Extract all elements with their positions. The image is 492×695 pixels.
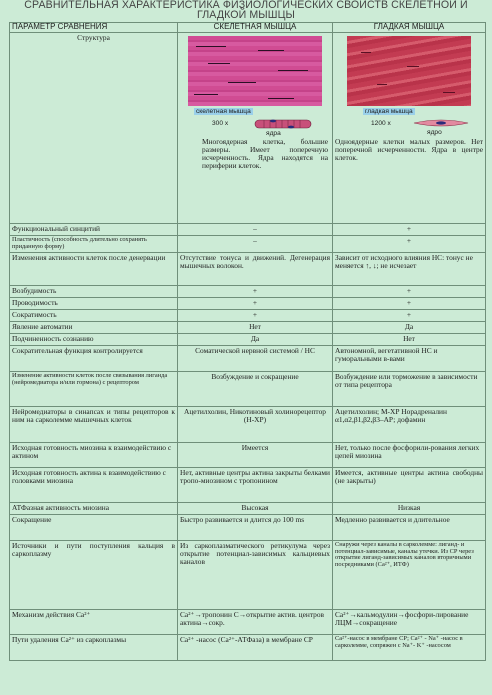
page-title xyxy=(0,0,492,20)
table-row xyxy=(10,514,486,540)
smooth-nucleus-label: ядро xyxy=(427,128,442,136)
smooth-cell: + xyxy=(333,309,486,321)
table-row xyxy=(10,252,486,285)
skeletal-cell: Ca²⁺→тропонин С→открытие актив. центров актина→сокр. xyxy=(178,609,333,634)
skeletal-cell: Возбуждение и сокращение xyxy=(178,371,333,406)
smooth-fiber-diagram xyxy=(413,118,469,128)
param-cell: Проводимость xyxy=(10,297,178,309)
param-cell: Сокращение xyxy=(10,514,178,540)
param-cell: Функциональный синцитий xyxy=(10,223,178,235)
smooth-cell: Медленно развивается и длительное xyxy=(333,514,486,540)
skeletal-cell: Ca²⁺ -насос (Ca²⁺-АТФаза) в мембране СР xyxy=(178,634,333,660)
skeletal-structure-cell xyxy=(178,32,333,223)
table-row xyxy=(10,442,486,467)
smooth-cell: Нет xyxy=(333,333,486,345)
table-row xyxy=(10,297,486,309)
smooth-cell: Автономной, вегетативной НС и гуморальными в-вами xyxy=(333,345,486,371)
skeletal-cell: Высокая xyxy=(178,502,333,514)
table-row xyxy=(10,345,486,371)
table-row xyxy=(10,371,486,406)
smooth-cell: Ca²⁺-насос в мембране СР; Ca²⁺ - Na⁺ -насос в сарколемме, сопряжен с Na⁺- K⁺ -насосом xyxy=(333,634,486,660)
param-cell: Пути удаления Ca²⁺ из саркоплазмы xyxy=(10,634,178,660)
table-row xyxy=(10,333,486,345)
smooth-caption: гладкая мышца xyxy=(365,107,413,115)
skeletal-cell: Быстро развивается и длится до 100 ms xyxy=(178,514,333,540)
smooth-cell: Снаружи через каналы в сарколемме: лиганд- и потенциал-зависимые, каналы утечки. Из СР через открытие лиганд-зависимых каналов вторичными посредниками (Ca²⁺, ИТФ) xyxy=(333,540,486,609)
smooth-cell: Зависит от исходного влияния НС: тонус не меняется ↑, ↓; не исчезает xyxy=(333,252,486,285)
param-cell: Источники и пути поступления кальция в саркоплазму xyxy=(10,540,178,609)
skeletal-cell: Из саркоплазматического ретикулума через открытие потенциал-зависимых кальциевых каналов xyxy=(178,540,333,609)
skeletal-cell: + xyxy=(178,285,333,297)
header-smooth: ГЛАДКАЯ МЫШЦА xyxy=(333,23,486,33)
param-cell: Изменения активности клеток после денервации xyxy=(10,252,178,285)
skeletal-cell: Имеется xyxy=(178,442,333,467)
table-row xyxy=(10,502,486,514)
smooth-cell: + xyxy=(333,223,486,235)
smooth-muscle-micrograph xyxy=(347,36,471,106)
header-row xyxy=(10,23,486,33)
table-body xyxy=(10,223,486,660)
param-cell: Сократимость xyxy=(10,309,178,321)
table-row xyxy=(10,634,486,660)
table-row xyxy=(10,321,486,333)
skeletal-caption: скелетная мышца xyxy=(196,107,251,115)
skeletal-caption-area xyxy=(180,106,330,138)
smooth-cell: Низкая xyxy=(333,502,486,514)
smooth-caption-area xyxy=(335,106,483,138)
smooth-cell: + xyxy=(333,297,486,309)
param-cell: Исходная готовность актина к взаимодействию с головками миозина xyxy=(10,467,178,502)
table-row xyxy=(10,540,486,609)
structure-row xyxy=(10,32,486,223)
skeletal-cell: Нет, активные центры актина закрыты белками тропо-миозином с тропонином xyxy=(178,467,333,502)
table-row xyxy=(10,235,486,252)
skeletal-structure-text: Многоядерная клетка, большие размеры. Имеет поперечную исчерченность. Ядра находятся на периферии клеток. xyxy=(202,136,328,170)
skeletal-cell: Соматической нервной системой / НС xyxy=(178,345,333,371)
smooth-cell: + xyxy=(333,235,486,252)
param-cell: Нейромедиаторы в синапсах и типы рецепторов к ним на сарколемме мышечных клеток xyxy=(10,406,178,442)
param-cell: Изменение активности клеток после связывания лиганда (нейромедиатора и/или гормона) с рецептором xyxy=(10,371,178,406)
skeletal-cell: Нет xyxy=(178,321,333,333)
skeletal-cell: + xyxy=(178,297,333,309)
smooth-cell: Нет, только после фосфорили-рования легких цепей миозина xyxy=(333,442,486,467)
skeletal-zoom: 300 х xyxy=(212,119,229,127)
skeletal-cell: + xyxy=(178,309,333,321)
title-line-1: СРАВНИТЕЛЬНАЯ ХАРАКТЕРИСТИКА ФИЗИОЛОГИЧЕСКИХ СВОЙСТВ СКЕЛЕТНОЙ И xyxy=(24,0,468,11)
param-cell: Подчиненность сознанию xyxy=(10,333,178,345)
skeletal-cell: Отсутствие тонуса и движений. Дегенерация мышечных волокон. xyxy=(178,252,333,285)
param-cell: Исходная готовность миозина к взаимодействию с актином xyxy=(10,442,178,467)
param-cell: Сократительная функция контролируется xyxy=(10,345,178,371)
table-row xyxy=(10,609,486,634)
smooth-structure-cell xyxy=(333,32,486,223)
smooth-structure-text: Одноядерные клетки малых размеров. Нет поперечной исчерченности. Ядра в центре клеток. xyxy=(335,136,483,162)
param-cell: АТФазная активность миозина xyxy=(10,502,178,514)
smooth-cell: Ацетилхолин; М-ХР Норадреналин α1,α2,β1,β2,β3–АР; дофамин xyxy=(333,406,486,442)
table-row xyxy=(10,285,486,297)
skeletal-cell: Да xyxy=(178,333,333,345)
table-row xyxy=(10,467,486,502)
table-row xyxy=(10,223,486,235)
smooth-cell: Возбуждение или торможение в зависимости от типа рецептора xyxy=(333,371,486,406)
skeletal-muscle-micrograph xyxy=(188,36,322,106)
header-skeletal: СКЕЛЕТНАЯ МЫШЦА xyxy=(178,23,333,33)
param-cell: Механизм действия Ca²⁺ xyxy=(10,609,178,634)
skeletal-nuclei-label: ядра xyxy=(266,129,281,137)
smooth-zoom: 1200 х xyxy=(371,119,391,127)
table-row xyxy=(10,406,486,442)
title-line-2: ГЛАДКОЙ МЫШЦЫ xyxy=(197,9,295,21)
skeletal-cell: Ацетилхолин, Никотиновый холинорецептор (Н-ХР) xyxy=(178,406,333,442)
table-row xyxy=(10,309,486,321)
smooth-cell: Ca²⁺→кальмодулин→фосфори-лирование ЛЦМ→сокращение xyxy=(333,609,486,634)
param-cell: Пластичность (способность длительно сохранять приданную форму) xyxy=(10,235,178,252)
header-param: ПАРАМЕТР СРАВНЕНИЯ xyxy=(10,23,178,33)
smooth-cell: + xyxy=(333,285,486,297)
param-cell: Явление автоматии xyxy=(10,321,178,333)
param-cell: Возбудимость xyxy=(10,285,178,297)
comparison-table xyxy=(9,22,486,661)
skeletal-cell: – xyxy=(178,223,333,235)
smooth-cell: Имеется, активные центры актина свободны (не закрыты) xyxy=(333,467,486,502)
smooth-cell: Да xyxy=(333,321,486,333)
skeletal-cell: – xyxy=(178,235,333,252)
structure-label: Структура xyxy=(10,32,178,223)
skeletal-fiber-diagram xyxy=(254,118,314,130)
